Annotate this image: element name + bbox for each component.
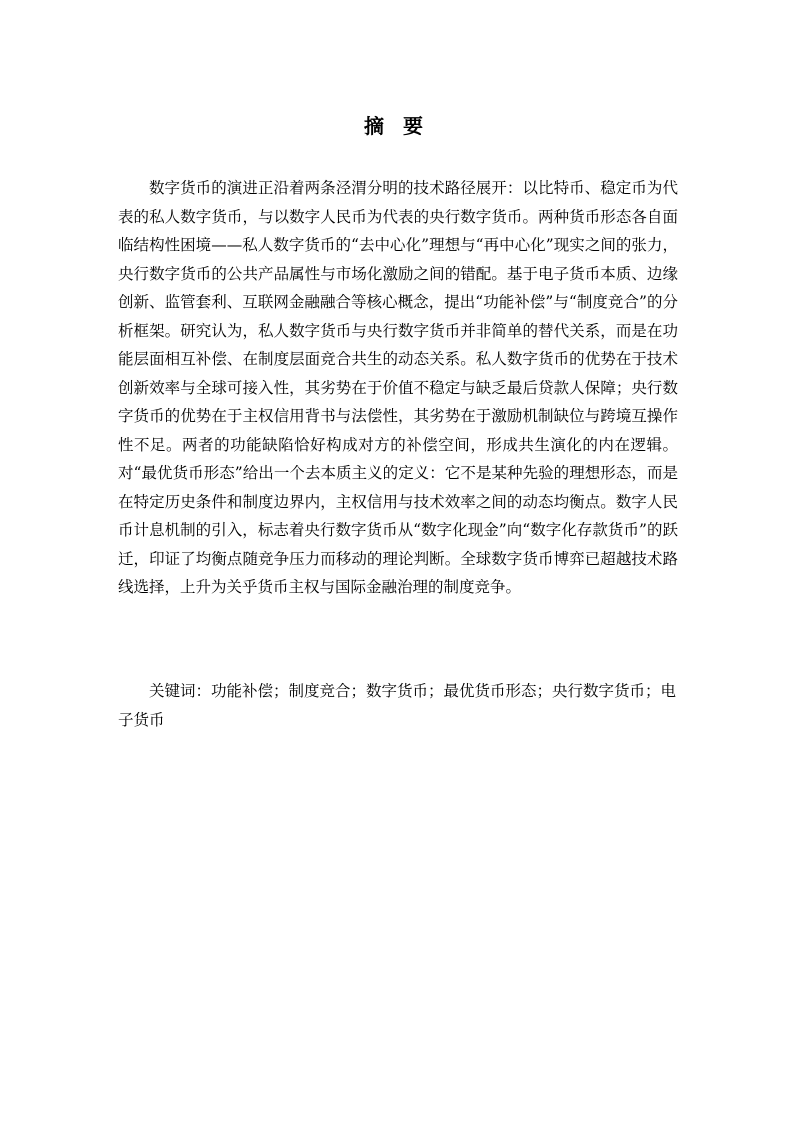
abstract-title: 摘 要: [364, 114, 429, 138]
keywords-line: 关键词：功能补偿；制度竞合；数字货币；最优货币形态；央行数字货币；电子货币: [118, 682, 677, 729]
abstract-body: 数字货币的演进正沿着两条泾渭分明的技术路径展开：以比特币、稳定币为代表的私人数字货币，与以数字人民币为代表的央行数字货币。两种货币形态各自面临结构性困境——私人数字货币的“去中心化”理想与“再中心化”现实之间的张力，央行数字货币的公共产品属性与市场化激励之间的错配。基于电子货币本质、边缘创新、监管套利、互联网金融融合等核心概念，提出“功能补偿”与“制度竞合”的分析框架。研究认为，私人数字货币与央行数字货币并非简单的替代关系，而是在功能层面相互补偿、在制度层面竞合共生的动态关系。私人数字货币的优势在于技术创新效率与全球可接入性，其劣势在于价值不稳定与缺乏最后贷款人保障；央行数字货币的优势在于主权信用背书与法偿性，其劣势在于激励机制缺位与跨境互操作性不足。两者的功能缺陷恰好构成对方的补偿空间，形成共生演化的内在逻辑。对“最优货币形态”给出一个去本质主义的定义：它不是某种先验的理想形态，而是在特定历史条件和制度边界内，主权信用与技术效率之间的动态均衡点。数字人民币计息机制的引入，标志着央行数字货币从“数字化现金”向“数字化存款货币”的跃迁，印证了均衡点随竞争压力而移动的理论判断。全球数字货币博弈已超越技术路线选择，上升为关乎货币主权与国际金融治理的制度竞争。: [118, 179, 678, 596]
